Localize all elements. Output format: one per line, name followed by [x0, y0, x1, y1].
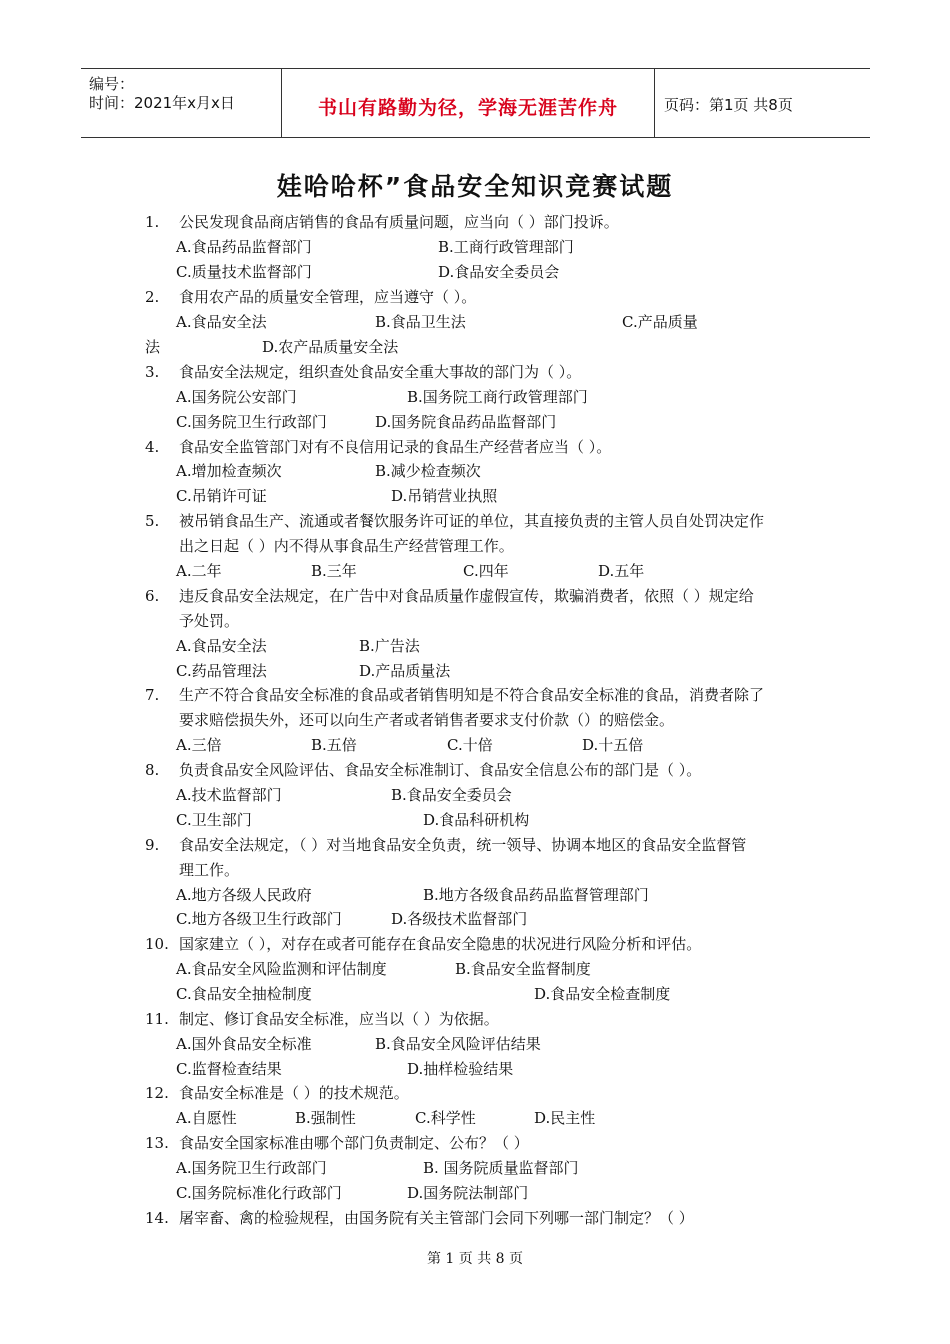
option-c: C.卫生部门 [176, 811, 252, 829]
option-c: C.吊销许可证 [176, 487, 267, 505]
question-text-continued: 予处罚。 [179, 612, 240, 630]
option-c: C.十倍 [447, 736, 493, 754]
option-c: C.四年 [463, 562, 509, 580]
question-text-continued: 理工作。 [179, 861, 240, 879]
option-c: C.国务院标准化行政部门 [176, 1184, 342, 1202]
question-text: 食品安全标准是（ ）的技术规范。 [179, 1084, 409, 1102]
option-c: C.食品安全抽检制度 [176, 985, 312, 1003]
option-d: D.吊销营业执照 [391, 487, 498, 505]
question-text: 制定、修订食品安全标准，应当以（ ）为依据。 [179, 1010, 499, 1028]
option-a: A.食品安全风险监测和评估制度 [176, 960, 387, 978]
option-c: C.国务院卫生行政部门 [176, 413, 327, 431]
option-c: C.质量技术监督部门 [176, 263, 312, 281]
option-a: A.自愿性 [176, 1109, 237, 1127]
document-date-label: 时间：2021年x月x日 [89, 94, 235, 112]
question-text: 屠宰畜、禽的检验规程，由国务院有关主管部门会同下列哪一部门制定？（ ） [179, 1209, 694, 1227]
option-b: B.地方各级食品药品监督管理部门 [423, 886, 649, 904]
question-number: 6. [145, 587, 160, 605]
question-number: 2. [145, 288, 160, 306]
page-footer: 第 1 页 共 8 页 [426, 1251, 524, 1267]
option-d: D.抽样检验结果 [407, 1060, 514, 1078]
question-text: 违反食品安全法规定，在广告中对食品质量作虚假宣传，欺骗消费者，依照（ ）规定给 [179, 587, 754, 605]
option-a: A.食品药品监督部门 [176, 238, 312, 256]
option-b: B.国务院工商行政管理部门 [407, 388, 588, 406]
option-c: C.地方各级卫生行政部门 [176, 910, 342, 928]
question-text: 生产不符合食品安全标准的食品或者销售明知是不符合食品安全标准的食品，消费者除了 [179, 686, 765, 704]
option-b: B.食品卫生法 [375, 313, 466, 331]
option-d: D.五年 [598, 562, 645, 580]
question-text: 食品安全监管部门对有不良信用记录的食品生产经营者应当（ ）。 [179, 438, 612, 456]
option-b: B.工商行政管理部门 [438, 238, 574, 256]
document-number-label: 编号： [89, 75, 135, 93]
option-c-continued: 法 [145, 338, 161, 356]
option-a: A.食品安全法 [176, 637, 267, 655]
option-a: A.食品安全法 [176, 313, 267, 331]
option-d: D.食品安全委员会 [438, 263, 560, 281]
option-b: B.广告法 [359, 637, 420, 655]
question-text: 被吊销食品生产、流通或者餐饮服务许可证的单位，其直接负责的主管人员自处罚决定作 [179, 512, 765, 530]
option-b: B.食品安全监督制度 [455, 960, 591, 978]
question-text: 食用农产品的质量安全管理，应当遵守（ ）。 [179, 288, 477, 306]
question-text: 食品安全法规定，组织查处食品安全重大事故的部门为（ ）。 [179, 363, 582, 381]
page-number-label: 页码：第1页 共8页 [664, 96, 793, 114]
option-a: A.国务院公安部门 [176, 388, 297, 406]
option-a: A.增加检查频次 [176, 462, 282, 480]
question-number: 9. [145, 836, 160, 854]
document-title: 娃哈哈杯”食品安全知识竞赛试题 [276, 172, 674, 201]
option-d: D.民主性 [534, 1109, 596, 1127]
option-d: D.农产品质量安全法 [262, 338, 399, 356]
option-b: B.减少检查频次 [375, 462, 481, 480]
option-d: D.国务院法制部门 [407, 1184, 529, 1202]
question-text-continued: 出之日起（ ）内不得从事食品生产经营管理工作。 [179, 537, 514, 555]
option-b: B. 国务院质量监督部门 [423, 1159, 579, 1177]
option-a: A.国外食品安全标准 [176, 1035, 312, 1053]
question-text: 食品安全法规定，（ ）对当地食品安全负责，统一领导、协调本地区的食品安全监督管 [179, 836, 747, 854]
option-a: A.二年 [176, 562, 222, 580]
question-text: 公民发现食品商店销售的食品有质量问题，应当向（ ）部门投诉。 [179, 213, 619, 231]
option-b: B.五倍 [311, 736, 357, 754]
question-number: 10. [145, 935, 169, 953]
option-c: C.药品管理法 [176, 662, 267, 680]
option-d: D.产品质量法 [359, 662, 451, 680]
option-b: B.三年 [311, 562, 357, 580]
option-a: A.技术监督部门 [176, 786, 282, 804]
option-c: C.产品质量 [622, 313, 698, 331]
option-d: D.食品科研机构 [423, 811, 530, 829]
question-number: 12. [145, 1084, 169, 1102]
question-number: 1. [145, 213, 160, 231]
question-text: 负责食品安全风险评估、食品安全标准制订、食品安全信息公布的部门是（ ）。 [179, 761, 702, 779]
header-center-cell [281, 69, 655, 137]
question-number: 4. [145, 438, 160, 456]
question-number: 3. [145, 363, 160, 381]
question-text-continued: 要求赔偿损失外，还可以向生产者或者销售者要求支付价款（）的赔偿金。 [179, 711, 675, 729]
document-header [81, 68, 870, 138]
option-a: A.国务院卫生行政部门 [176, 1159, 327, 1177]
option-a: A.地方各级人民政府 [176, 886, 312, 904]
option-d: D.各级技术监督部门 [391, 910, 528, 928]
question-number: 11. [145, 1010, 169, 1028]
question-text: 食品安全国家标准由哪个部门负责制定、公布？（ ） [179, 1134, 529, 1152]
header-right-cell [654, 69, 870, 137]
question-number: 8. [145, 761, 160, 779]
option-c: C.监督检查结果 [176, 1060, 282, 1078]
question-text: 国家建立（ ），对存在或者可能存在食品安全隐患的状况进行风险分析和评估。 [179, 935, 702, 953]
question-number: 13. [145, 1134, 169, 1152]
option-d: D.食品安全检查制度 [534, 985, 671, 1003]
question-number: 7. [145, 686, 160, 704]
question-number: 14. [145, 1209, 169, 1227]
option-c: C.科学性 [415, 1109, 476, 1127]
option-a: A.三倍 [176, 736, 222, 754]
option-b: B.食品安全委员会 [391, 786, 512, 804]
header-left-cell [81, 69, 281, 137]
option-b: B.强制性 [295, 1109, 356, 1127]
option-b: B.食品安全风险评估结果 [375, 1035, 541, 1053]
header-motto: 书山有路勤为径，学海无涯苦作舟 [317, 97, 618, 119]
option-d: D.十五倍 [582, 736, 644, 754]
question-number: 5. [145, 512, 160, 530]
option-d: D.国务院食品药品监督部门 [375, 413, 557, 431]
